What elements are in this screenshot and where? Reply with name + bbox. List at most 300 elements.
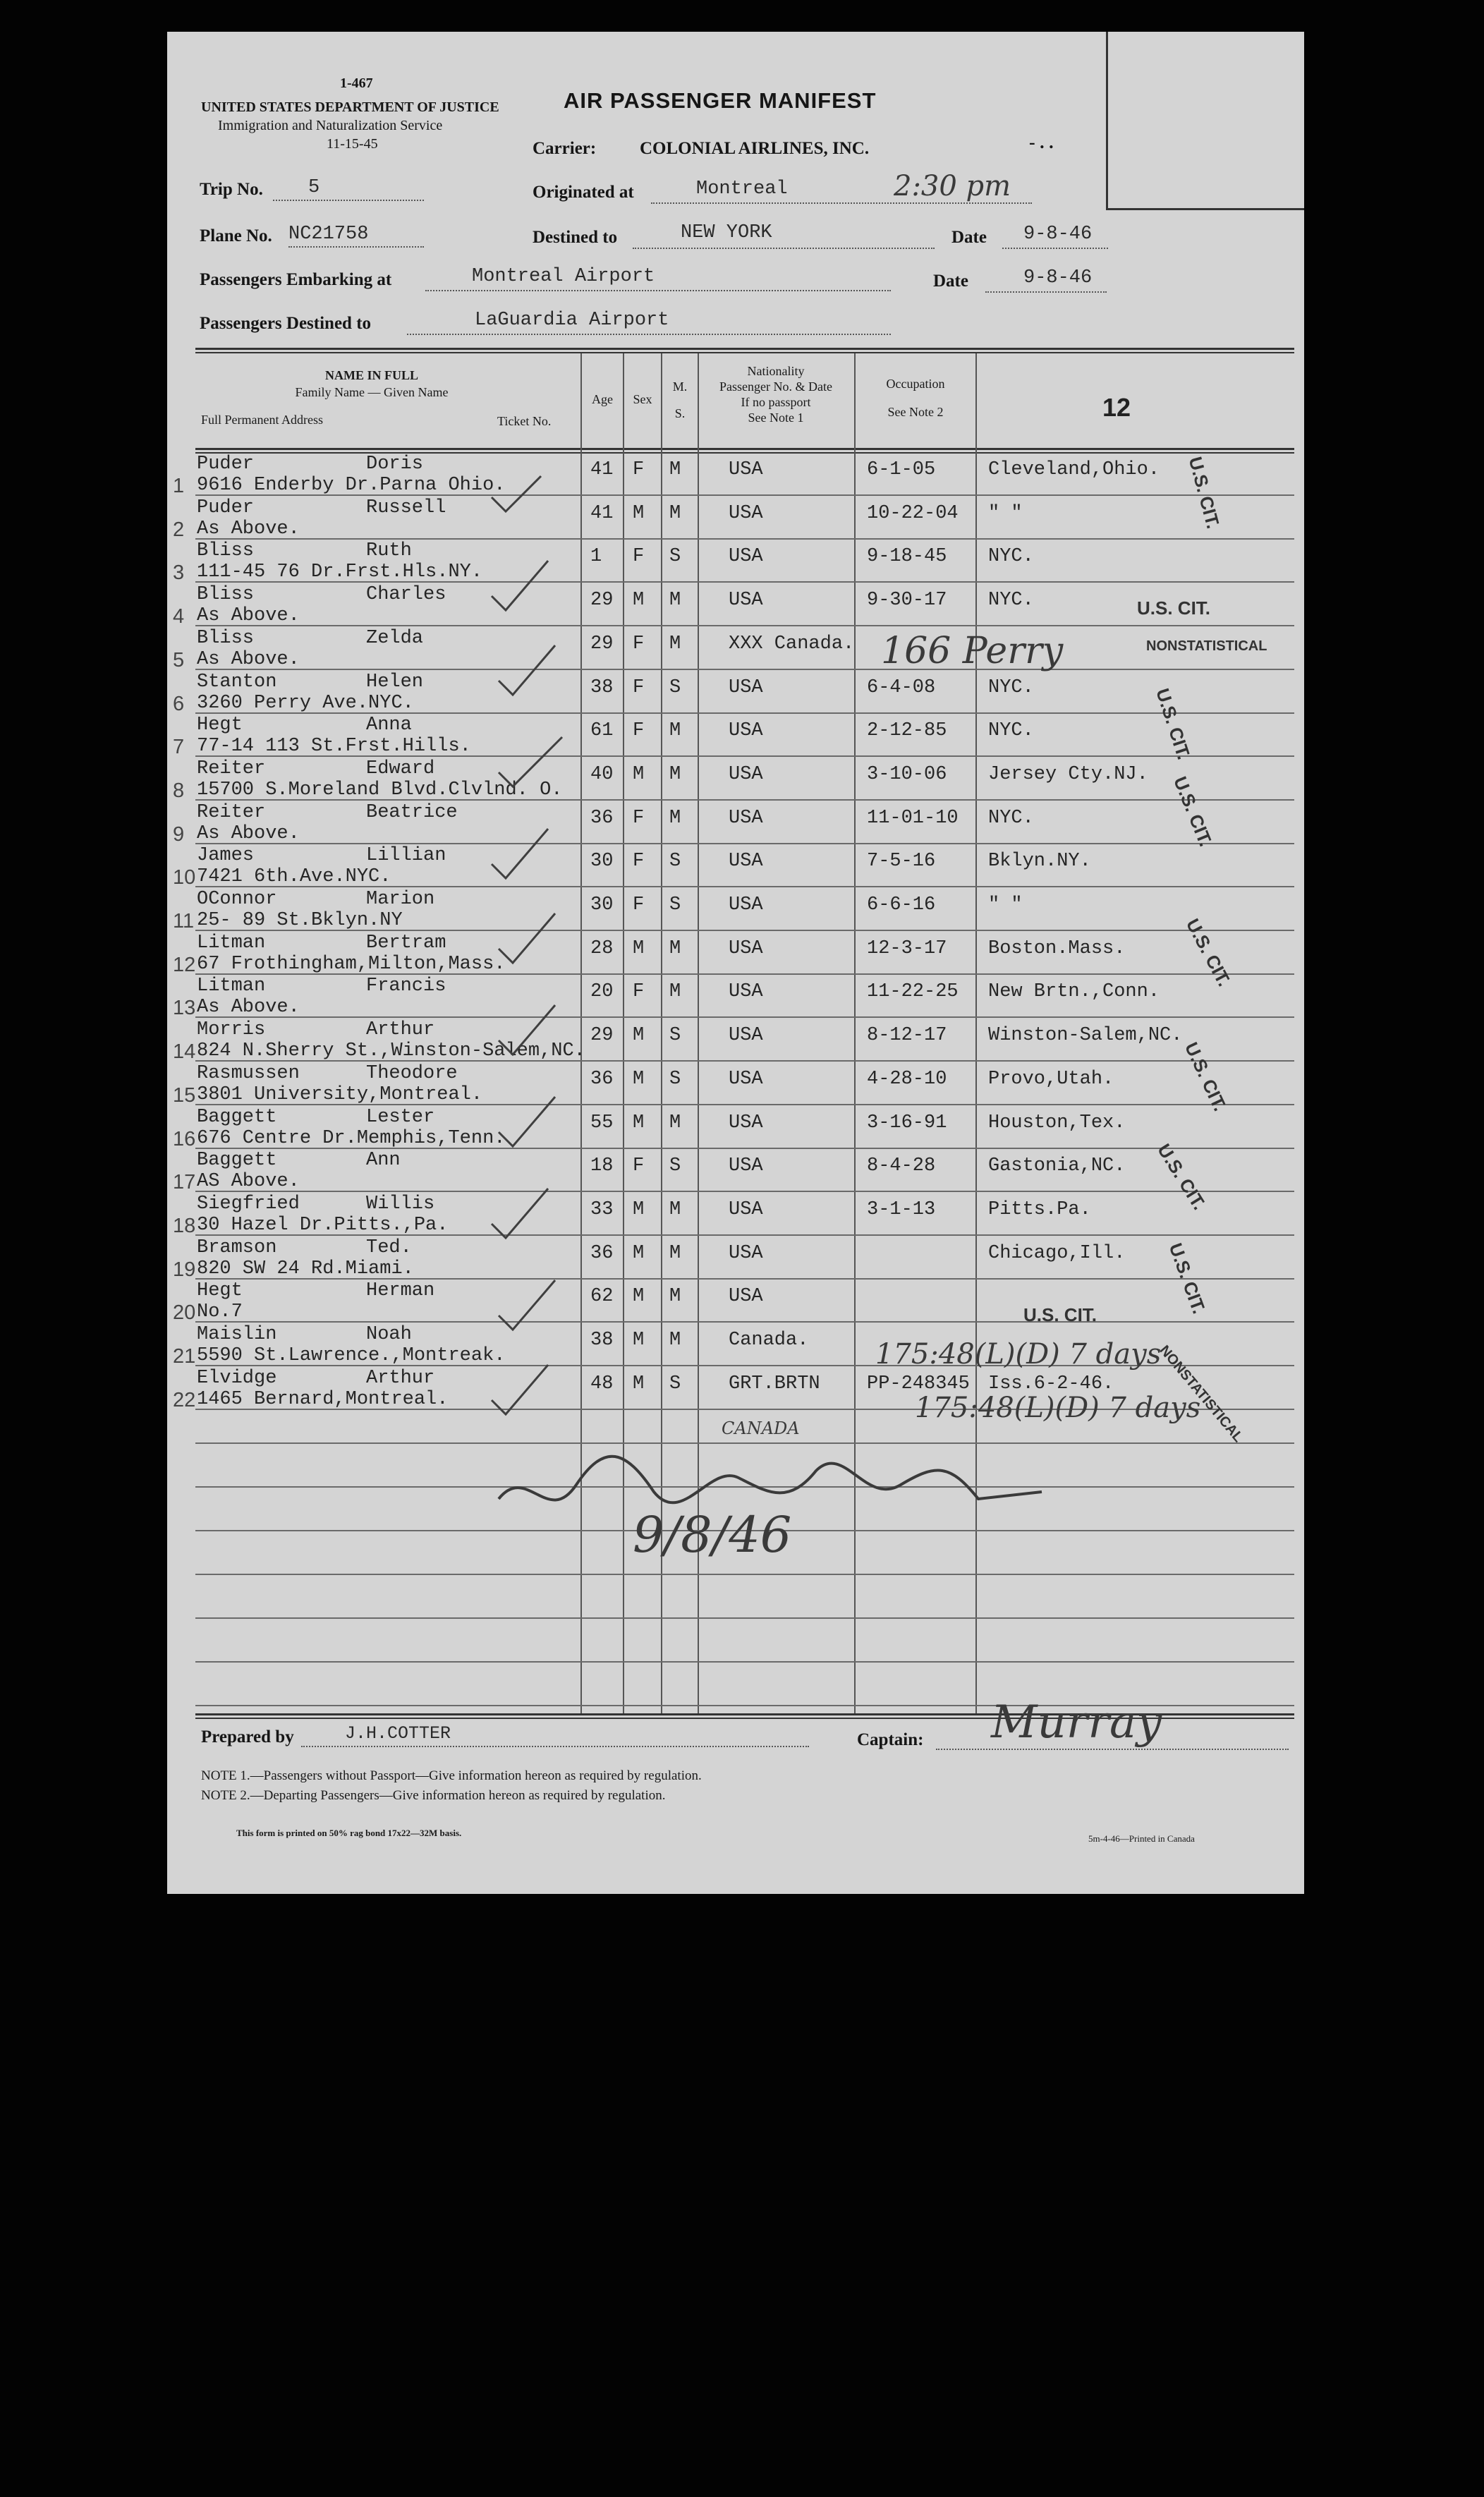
destined-label: Destined to: [533, 228, 618, 247]
marital-status: M: [669, 1286, 681, 1308]
marital-status: M: [669, 590, 681, 612]
family-name: Morris: [197, 1019, 266, 1041]
age: 29: [590, 633, 614, 655]
nationality: GRT.BRTN: [729, 1373, 820, 1395]
occupation-residence: NYC.: [988, 720, 1034, 742]
nationality: USA: [729, 1068, 763, 1090]
table-row: [167, 540, 1304, 584]
us-cit-stamp-2: U.S. CIT.: [1137, 597, 1211, 619]
family-name: Bliss: [197, 540, 255, 562]
address: As Above.: [197, 648, 300, 670]
nationality: USA: [729, 459, 763, 480]
age: 41: [590, 502, 614, 524]
occupation-residence: " ": [988, 502, 1023, 524]
row-number: 3: [173, 561, 185, 585]
passengers-destined-label: Passengers Destined to: [200, 314, 372, 333]
marital-status: M: [669, 633, 681, 655]
table-row: [167, 1193, 1304, 1237]
nationality: USA: [729, 937, 763, 959]
corner-box: [1106, 32, 1304, 210]
sex: M: [633, 1242, 645, 1264]
table-row: [167, 889, 1304, 932]
given-name: Lester: [366, 1106, 435, 1128]
marital-status: M: [669, 459, 681, 480]
nationality: USA: [729, 807, 763, 829]
row-number: 17: [173, 1171, 196, 1194]
birth-date: 6-4-08: [867, 676, 936, 698]
address: 111-45 76 Dr.Frst.Hls.NY.: [197, 561, 483, 583]
nationality: USA: [729, 1242, 763, 1264]
occupation-residence: NYC.: [988, 807, 1034, 829]
col-name-sub: Family Name — Given Name: [295, 385, 449, 399]
birth-date: 3-1-13: [867, 1198, 936, 1220]
age: 48: [590, 1373, 614, 1395]
age: 18: [590, 1155, 614, 1177]
row-rule: [195, 1321, 1294, 1323]
address: 9616 Enderby Dr.Parna Ohio.: [197, 475, 506, 496]
address: As Above.: [197, 605, 300, 627]
family-name: Reiter: [197, 801, 266, 823]
col-address: Full Permanent Address: [201, 413, 323, 427]
blank-row-rule: [195, 1661, 1294, 1663]
given-name: Ann: [366, 1150, 401, 1172]
sex: F: [633, 633, 645, 655]
row-number: 2: [173, 518, 185, 541]
occupation-residence: Cleveland,Ohio.: [988, 459, 1160, 480]
marital-status: S: [669, 1068, 681, 1090]
table-row: [167, 758, 1304, 802]
col-name-title: NAME IN FULL: [324, 368, 418, 382]
trip-value: 5: [308, 177, 320, 198]
birth-date: 11-22-25: [867, 981, 959, 1003]
address: AS Above.: [197, 1171, 300, 1193]
nationality: USA: [729, 1155, 763, 1177]
occupation-residence: Jersey Cty.NJ.: [988, 763, 1148, 785]
row-rule: [195, 538, 1294, 540]
handwritten-note-row5: 166 Perry: [881, 630, 1064, 672]
row-rule: [195, 1148, 1294, 1149]
sex: F: [633, 459, 645, 480]
sex: F: [633, 546, 645, 568]
age: 1: [590, 546, 602, 568]
marital-status: M: [669, 937, 681, 959]
row-number: 4: [173, 605, 185, 628]
sex: M: [633, 590, 645, 612]
family-name: Puder: [197, 497, 255, 518]
row-rule: [195, 755, 1294, 757]
occupation-residence: NYC.: [988, 676, 1034, 698]
nationality: USA: [729, 981, 763, 1003]
note-2: NOTE 2.—Departing Passengers—Give information hereon as required by regulation.: [201, 1788, 666, 1803]
address: 3801 University,Montreal.: [197, 1083, 483, 1105]
address: 676 Centre Dr.Memphis,Tenn.: [197, 1127, 506, 1149]
table-row: [167, 1237, 1304, 1281]
nationality: USA: [729, 1025, 763, 1047]
birth-date: 6-1-05: [867, 459, 936, 480]
nationality: USA: [729, 1286, 763, 1308]
row-rule: [195, 930, 1294, 931]
birth-date: 11-01-10: [867, 807, 959, 829]
family-name: Reiter: [197, 758, 266, 779]
us-cit-stamp-4: U.S. CIT.: [1169, 773, 1217, 850]
marital-status: M: [669, 1242, 681, 1264]
captain-label: Captain:: [857, 1730, 924, 1749]
sex: M: [633, 1025, 645, 1047]
age: 61: [590, 720, 614, 742]
birth-date: 9-30-17: [867, 590, 947, 612]
given-name: Beatrice: [366, 801, 458, 823]
prepared-by-value: J.H.COTTER: [345, 1723, 451, 1744]
birth-date: 2-12-85: [867, 720, 947, 742]
nonstatistical-stamp-1: NONSTATISTICAL: [1146, 638, 1267, 654]
age: 41: [590, 459, 614, 480]
captain-signature: Murray: [991, 1696, 1162, 1749]
nationality: Canada.: [729, 1330, 809, 1351]
sex: F: [633, 894, 645, 916]
print-code: 5m-4-46—Printed in Canada: [1088, 1833, 1195, 1844]
corner-dash: - . .: [1029, 132, 1054, 152]
nationality: USA: [729, 851, 763, 873]
row-rule: [195, 1104, 1294, 1105]
sex: M: [633, 1112, 645, 1134]
address: 25- 89 St.Bklyn.NY: [197, 910, 403, 931]
row-rule: [195, 712, 1294, 714]
date-value-2: 9-8-46: [1023, 267, 1093, 288]
row-rule: [195, 886, 1294, 887]
age: 55: [590, 1112, 614, 1134]
birth-date: 10-22-04: [867, 502, 959, 524]
family-name: Maislin: [197, 1324, 277, 1345]
originated-label: Originated at: [533, 183, 634, 202]
age: 36: [590, 807, 614, 829]
occupation-residence: Chicago,Ill.: [988, 1242, 1126, 1264]
birth-date: 9-18-45: [867, 546, 947, 568]
age: 29: [590, 590, 614, 612]
blank-row-rule: [195, 1574, 1294, 1575]
marital-status: M: [669, 1112, 681, 1134]
col-occ-2: See Note 2: [887, 405, 944, 419]
address: As Above.: [197, 822, 300, 844]
us-cit-stamp-3: U.S. CIT.: [1152, 686, 1195, 763]
service-name: Immigration and Naturalization Service: [218, 118, 443, 133]
date-value-1: 9-8-46: [1023, 224, 1093, 245]
page-title: AIR PASSENGER MANIFEST: [564, 88, 877, 113]
family-name: Hegt: [197, 1280, 243, 1302]
prepared-by-label: Prepared by: [201, 1727, 294, 1746]
sex: F: [633, 1155, 645, 1177]
table-row: [167, 1280, 1304, 1324]
age: 20: [590, 981, 614, 1003]
destined-value: NEW YORK: [681, 222, 772, 243]
address: 15700 S.Moreland Blvd.Clvlnd. O.: [197, 779, 563, 801]
occupation-residence: NYC.: [988, 546, 1034, 568]
address: 67 Frothingham,Milton,Mass.: [197, 953, 506, 975]
table-row: [167, 584, 1304, 628]
age: 36: [590, 1068, 614, 1090]
family-name: Siegfried: [197, 1193, 300, 1215]
given-name: Arthur: [366, 1019, 435, 1041]
row-number: 14: [173, 1040, 196, 1064]
date-label-2: Date: [933, 272, 968, 291]
note-1: NOTE 1.—Passengers without Passport—Give information hereon as required by regulation.: [201, 1768, 702, 1783]
given-name: Marion: [366, 889, 435, 910]
birth-date: 3-10-06: [867, 763, 947, 785]
embarking-value: Montreal Airport: [472, 266, 655, 287]
marital-status: M: [669, 1198, 681, 1220]
marital-status: M: [669, 763, 681, 785]
col-nat-1: Nationality: [747, 364, 805, 378]
carrier-label: Carrier:: [533, 139, 597, 158]
sex: F: [633, 851, 645, 873]
occupation-residence: Winston-Salem,NC.: [988, 1025, 1183, 1047]
birth-date: 12-3-17: [867, 937, 947, 959]
row-number: 15: [173, 1083, 196, 1107]
family-name: James: [197, 845, 255, 867]
given-name: Charles: [366, 584, 446, 606]
row-number: 7: [173, 736, 185, 759]
sex: M: [633, 1286, 645, 1308]
row-number: 9: [173, 822, 185, 846]
passengers-destined-value: LaGuardia Airport: [475, 310, 669, 331]
sex: F: [633, 981, 645, 1003]
address: 7421 6th.Ave.NYC.: [197, 866, 391, 888]
row-rule: [195, 494, 1294, 496]
embarking-label: Passengers Embarking at: [200, 270, 392, 289]
age: 30: [590, 851, 614, 873]
age: 29: [590, 1025, 614, 1047]
birth-date: 3-16-91: [867, 1112, 947, 1134]
given-name: Arthur: [366, 1367, 435, 1389]
table-row: [167, 1063, 1304, 1107]
given-name: Willis: [366, 1193, 435, 1215]
sex: F: [633, 807, 645, 829]
marital-status: M: [669, 1330, 681, 1351]
family-name: Elvidge: [197, 1367, 277, 1389]
row-rule: [195, 1278, 1294, 1280]
handwritten-note-row21: 175:48(L)(D) 7 days: [875, 1338, 1162, 1371]
age: 38: [590, 676, 614, 698]
marital-status: S: [669, 1155, 681, 1177]
nationality: USA: [729, 763, 763, 785]
given-name: Ted.: [366, 1237, 412, 1258]
form-date-code: 11-15-45: [327, 136, 378, 152]
occupation-residence: Iss.6-2-46.: [988, 1373, 1114, 1395]
us-cit-stamp-6: U.S. CIT.: [1180, 1038, 1231, 1114]
birth-date: 4-28-10: [867, 1068, 947, 1090]
sex: M: [633, 763, 645, 785]
table-row: [167, 1150, 1304, 1193]
given-name: Anna: [366, 715, 412, 736]
col-nat-3: If no passport: [741, 395, 811, 409]
table-row: [167, 497, 1304, 541]
table-row: [167, 672, 1304, 715]
row-number: 13: [173, 997, 196, 1020]
table-row: [167, 1019, 1304, 1063]
address: 1465 Bernard,Montreal.: [197, 1388, 449, 1410]
row-rule: [195, 1016, 1294, 1018]
occupation-residence: New Brtn.,Conn.: [988, 981, 1160, 1003]
marital-status: M: [669, 981, 681, 1003]
given-name: Russell: [366, 497, 446, 518]
age: 33: [590, 1198, 614, 1220]
col-age: Age: [592, 392, 613, 406]
family-name: Bliss: [197, 584, 255, 606]
birth-date: 8-12-17: [867, 1025, 947, 1047]
row-rule: [195, 1234, 1294, 1236]
given-name: Zelda: [366, 627, 424, 649]
marital-status: S: [669, 894, 681, 916]
occupation-residence: Houston,Tex.: [988, 1112, 1126, 1134]
form-number: 1-467: [340, 75, 373, 91]
row-rule: [195, 625, 1294, 626]
family-name: Baggett: [197, 1106, 277, 1128]
birth-date: 7-5-16: [867, 851, 936, 873]
plane-label: Plane No.: [200, 226, 272, 245]
age: 38: [590, 1330, 614, 1351]
marital-status: M: [669, 720, 681, 742]
occupation-residence: Gastonia,NC.: [988, 1155, 1126, 1177]
sex: F: [633, 676, 645, 698]
family-name: Puder: [197, 454, 255, 475]
sex: F: [633, 720, 645, 742]
originated-time-note: 2:30 pm: [894, 170, 1011, 202]
row-number: 19: [173, 1258, 196, 1281]
given-name: Doris: [366, 454, 424, 475]
blank-row-rule: [195, 1617, 1294, 1619]
given-name: Herman: [366, 1280, 435, 1302]
address: 77-14 113 St.Frst.Hills.: [197, 736, 471, 758]
paper-spec: This form is printed on 50% rag bond 17x22—32M basis.: [236, 1828, 462, 1838]
row-rule: [195, 669, 1294, 670]
nationality: USA: [729, 1112, 763, 1134]
col-nat-2: Passenger No. & Date: [719, 379, 832, 394]
family-name: Stanton: [197, 671, 277, 693]
date-label-1: Date: [951, 228, 987, 247]
row-rule: [195, 799, 1294, 801]
marital-status: S: [669, 851, 681, 873]
marital-status: S: [669, 1025, 681, 1047]
handwritten-canada-row22: CANADA: [722, 1418, 800, 1438]
birth-date: 6-6-16: [867, 894, 936, 916]
row-number: 10: [173, 866, 196, 889]
age: 36: [590, 1242, 614, 1264]
marital-status: M: [669, 807, 681, 829]
manifest-document: [167, 32, 1304, 1894]
plane-value: NC21758: [288, 224, 369, 245]
marital-status: S: [669, 546, 681, 568]
nationality: USA: [729, 546, 763, 568]
occupation-residence: Boston.Mass.: [988, 937, 1126, 959]
row-rule: [195, 843, 1294, 844]
col-ticket: Ticket No.: [497, 414, 552, 428]
handwritten-note-row22: 175:48(L)(D) 7 days: [915, 1392, 1201, 1424]
us-cit-stamp-9: U.S. CIT.: [1023, 1304, 1097, 1325]
given-name: Theodore: [366, 1062, 458, 1084]
occupation-residence: Provo,Utah.: [988, 1068, 1114, 1090]
given-name: Lillian: [366, 845, 446, 867]
given-name: Bertram: [366, 932, 446, 954]
row-rule: [195, 1060, 1294, 1062]
table-row: [167, 628, 1304, 672]
row-number: 12: [173, 953, 196, 976]
us-cit-stamp-1: U.S. CIT.: [1184, 454, 1224, 531]
row-number: 22: [173, 1388, 196, 1411]
birth-date: 8-4-28: [867, 1155, 936, 1177]
sex: M: [633, 1330, 645, 1351]
inspector-date: 9/8/46: [633, 1506, 792, 1564]
given-name: Noah: [366, 1324, 412, 1345]
address: 824 N.Sherry St.,Winston-Salem,NC.: [197, 1040, 585, 1062]
us-cit-stamp-8: U.S. CIT.: [1164, 1240, 1210, 1317]
family-name: Hegt: [197, 715, 243, 736]
nationality: USA: [729, 894, 763, 916]
sex: M: [633, 1373, 645, 1395]
nationality: USA: [729, 502, 763, 524]
sex: M: [633, 502, 645, 524]
address: 5590 St.Lawrence.,Montreak.: [197, 1345, 506, 1366]
family-name: OConnor: [197, 889, 277, 910]
row-number: 8: [173, 779, 185, 802]
col-nat-4: See Note 1: [748, 411, 804, 425]
marital-status: S: [669, 1373, 681, 1395]
department-name: UNITED STATES DEPARTMENT OF JUSTICE: [201, 99, 499, 115]
marital-status: M: [669, 502, 681, 524]
table-row: [167, 802, 1304, 846]
family-name: Bliss: [197, 627, 255, 649]
occupation-residence: Bklyn.NY.: [988, 851, 1091, 873]
inspection-check-marks: [478, 455, 604, 1442]
given-name: Helen: [366, 671, 424, 693]
address: As Above.: [197, 997, 300, 1019]
row-number: 16: [173, 1127, 196, 1150]
us-cit-stamp-7: U.S. CIT.: [1153, 1140, 1210, 1214]
given-name: Francis: [366, 976, 446, 997]
col-ms-1: M.: [672, 379, 688, 394]
nationality: USA: [729, 1198, 763, 1220]
col-occ-1: Occupation: [886, 377, 945, 391]
birth-date: PP-248345: [867, 1373, 970, 1395]
table-row: [167, 976, 1304, 1019]
address: 30 Hazel Dr.Pitts.,Pa.: [197, 1214, 449, 1236]
family-name: Litman: [197, 932, 266, 954]
sex: M: [633, 1068, 645, 1090]
row-rule: [195, 973, 1294, 975]
us-cit-stamp-5: U.S. CIT.: [1181, 915, 1236, 990]
nationality: USA: [729, 676, 763, 698]
trip-label: Trip No.: [200, 180, 263, 199]
page-number: 12: [1102, 393, 1131, 422]
row-number: 1: [173, 475, 185, 497]
age: 28: [590, 937, 614, 959]
sex: M: [633, 937, 645, 959]
address: No.7: [197, 1301, 243, 1323]
nonstatistical-stamp-2: NONSTATISTICAL: [1156, 1342, 1246, 1445]
family-name: Bramson: [197, 1237, 277, 1258]
given-name: Edward: [366, 758, 435, 779]
nationality: USA: [729, 590, 763, 612]
row-number: 5: [173, 648, 185, 672]
address: 3260 Perry Ave.NYC.: [197, 692, 414, 714]
family-name: Litman: [197, 976, 266, 997]
originated-value: Montreal: [696, 178, 788, 200]
carrier-value: COLONIAL AIRLINES, INC.: [640, 139, 870, 158]
table-row: [167, 932, 1304, 976]
col-sex: Sex: [633, 392, 652, 406]
sex: M: [633, 1198, 645, 1220]
table-row: [167, 454, 1304, 497]
address: 820 SW 24 Rd.Miami.: [197, 1258, 414, 1280]
col-ms-2: S.: [674, 406, 686, 420]
